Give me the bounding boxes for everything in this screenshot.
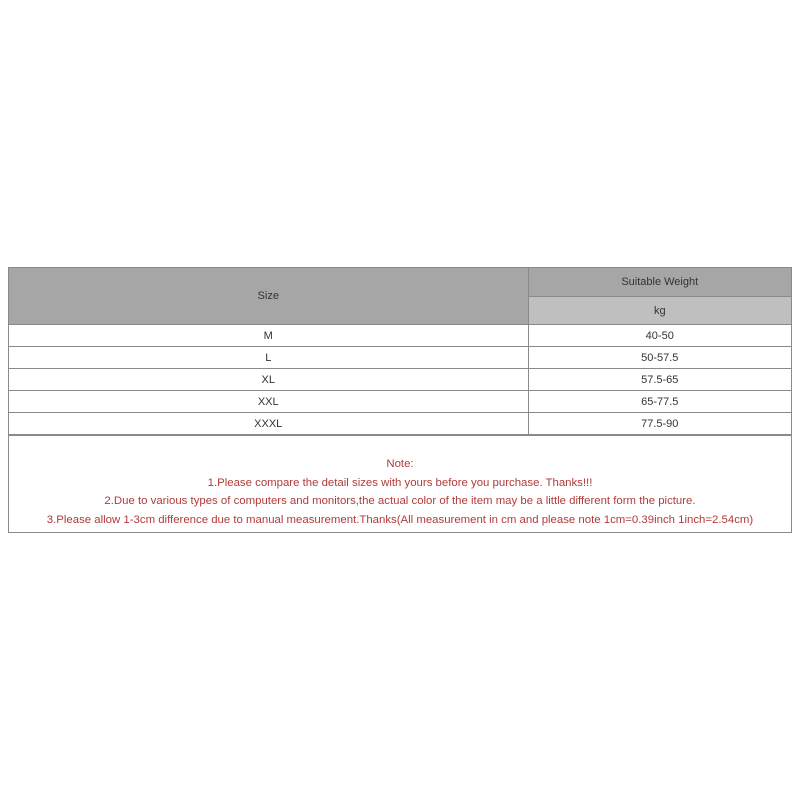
table-row [9,369,791,391]
table-row [9,391,791,413]
table-row [9,325,791,347]
size-cell: XXXL [9,413,528,435]
unit-header: kg [528,297,791,325]
size-table [9,268,791,435]
size-chart [8,267,792,533]
weight-cell: 50-57.5 [528,347,791,369]
table-row [9,413,791,435]
weight-cell: 40-50 [528,325,791,347]
header-row [9,268,791,297]
weight-header: Suitable Weight [528,268,791,297]
weight-cell: 57.5-65 [528,369,791,391]
size-header: Size [9,268,528,325]
note-line-2: 2.Due to various types of computers and monitors,the actual color of the item may be a little different form the picture. [104,495,696,507]
size-cell: XXL [9,391,528,413]
note-title: Note: [386,458,414,470]
size-cell: XL [9,369,528,391]
size-cell: M [9,325,528,347]
weight-cell: 65-77.5 [528,391,791,413]
note-line-3: 3.Please allow 1-3cm difference due to manual measurement.Thanks(All measurement in cm and please note 1cm=0.39inch 1inch=2.54cm) [46,513,754,526]
note-line-1: 1.Please compare the detail sizes with yours before you purchase. Thanks!!! [207,476,593,489]
note-section [9,435,791,532]
table-row [9,347,791,369]
size-cell: L [9,347,528,369]
weight-cell: 77.5-90 [528,413,791,435]
